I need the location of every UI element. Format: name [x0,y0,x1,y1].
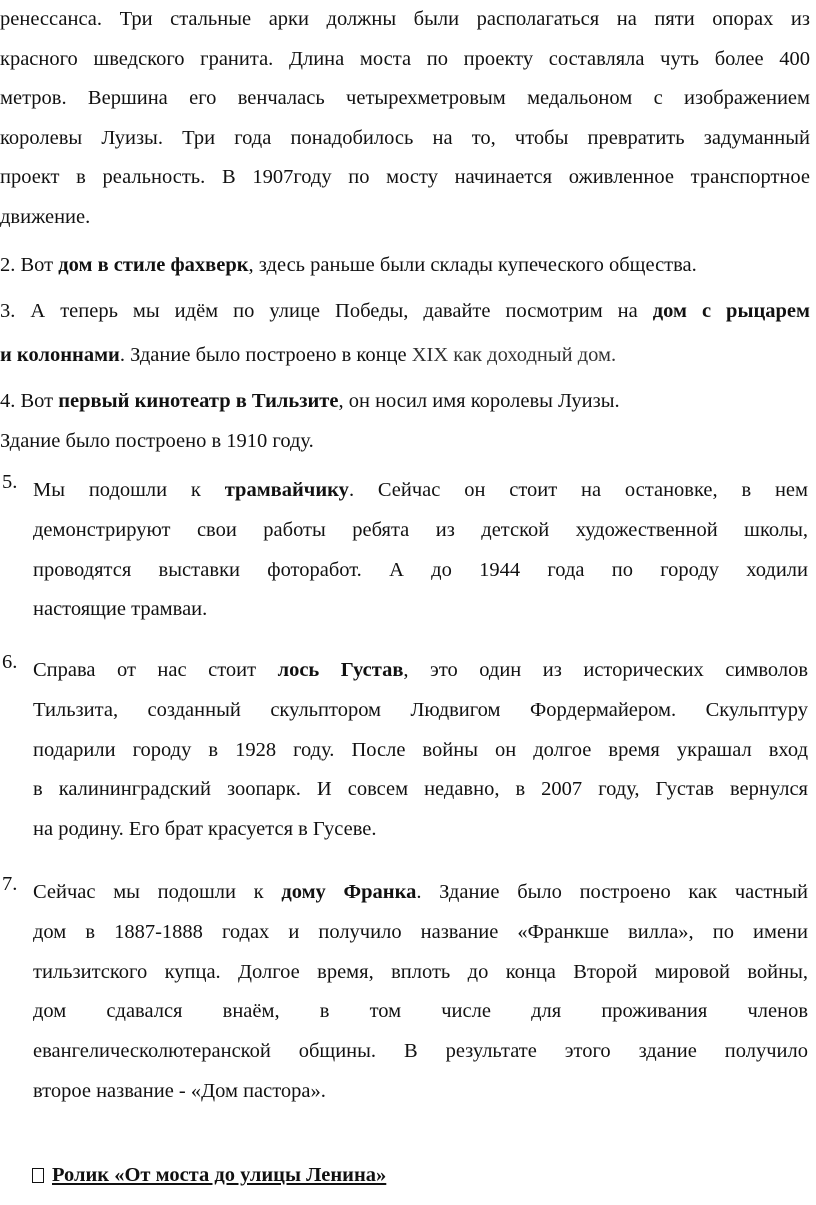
paragraph-3-line-1 [0,296,810,326]
text: . Здание было построено в конце [119,344,412,366]
intro-line: красного шведского гранита. Длина моста по проекту составляла чуть более 400 [0,47,810,70]
intro-line: ренессанса. Три стальные арки должны были располагаться на пяти опорах из [0,8,810,30]
item-line: Мы подошли к трамвайчику. Сейчас он стоит на остановке, в нем [33,479,808,501]
list-item-text [33,471,808,630]
text: 3. А теперь мы идём по улице Победы, давайте посмотрим на [0,300,653,322]
item-line: тильзитского купца. Долгое время, вплоть до конца Второй мировой войны, [33,960,808,983]
bold-text: трамвайчику [224,479,349,501]
text: , он носил имя королевы Луизы. [338,390,620,412]
list-item-text [33,651,808,850]
item-line: дом в 1887-1888 годах и получило название «Франкше вилла», по имени [33,920,808,943]
bold-text: первый кинотеатр в Тильзите [58,390,339,412]
bold-text: лось Густав [277,659,404,681]
item-line: второе название - «Дом пастора». [33,1079,326,1102]
item-line: Сейчас мы подошли к дому Франка. Здание было построено как частный [33,881,809,903]
item-line: на родину. Его брат красуется в Гусеве. [33,818,377,841]
paragraph-3-line-2 [0,340,816,370]
list-number: 6. [2,651,18,673]
checkbox-icon [32,1168,44,1183]
text: , здесь раньше были склады купеческого общества. [248,254,697,276]
video-link-heading [32,1160,386,1190]
item-line: Тильзита, созданный скульптором Людвигом Фордермайером. Скульптуру [33,698,808,721]
item-line: Справа от нас стоит лось Густав, это один из исторических символов [33,659,808,681]
text: 2. Вот [0,254,59,276]
item-line: демонстрируют свои работы ребята из детской художественной школы, [33,518,808,541]
item-line: дом сдавался внаём, в том числе для проживания членов [33,1000,808,1023]
intro-line: движение. [0,205,91,228]
justified-line [0,296,810,326]
item-line: проводятся выставки фоторабот. А до 1944 года по городу ходили [33,558,808,581]
intro-paragraph [0,0,810,237]
intro-line: проект в реальность. В 1907году по мосту начинается оживленное транспортное [0,166,810,188]
list-item-text [33,873,808,1112]
intro-line: метров. Вершина его венчалась четырехметровым медальоном с изображением [0,87,810,109]
paragraph-2 [0,250,816,280]
bold-text: дом в стиле фахверк [58,254,249,276]
paragraph-4-line-1 [0,386,816,416]
bold-text: и колоннами [0,344,120,366]
text: XIX как доходный дом. [411,344,617,366]
item-line: подарили городу в 1928 году. После войны он долгое время украшал вход [33,738,808,761]
text: 4. Вот [0,390,59,412]
item-line: настоящие трамваи. [33,598,208,621]
bold-text: дом с рыцарем [652,300,810,322]
paragraph-4-line-2: Здание было построено в 1910 году. [0,430,314,452]
video-link-label: Ролик «От моста до улицы Ленина» [52,1164,387,1186]
intro-line: королевы Луизы. Три года понадобилось на то, чтобы превратить задуманный [0,126,810,149]
list-number: 5. [2,471,18,493]
item-line: евангелическолютеранской общины. В результате этого здание получило [33,1040,808,1063]
item-line: в калининградский зоопарк. И совсем недавно, в 2007 году, Густав вернулся [33,778,808,801]
list-number: 7. [2,873,18,895]
bold-text: дому Франка [281,881,417,903]
